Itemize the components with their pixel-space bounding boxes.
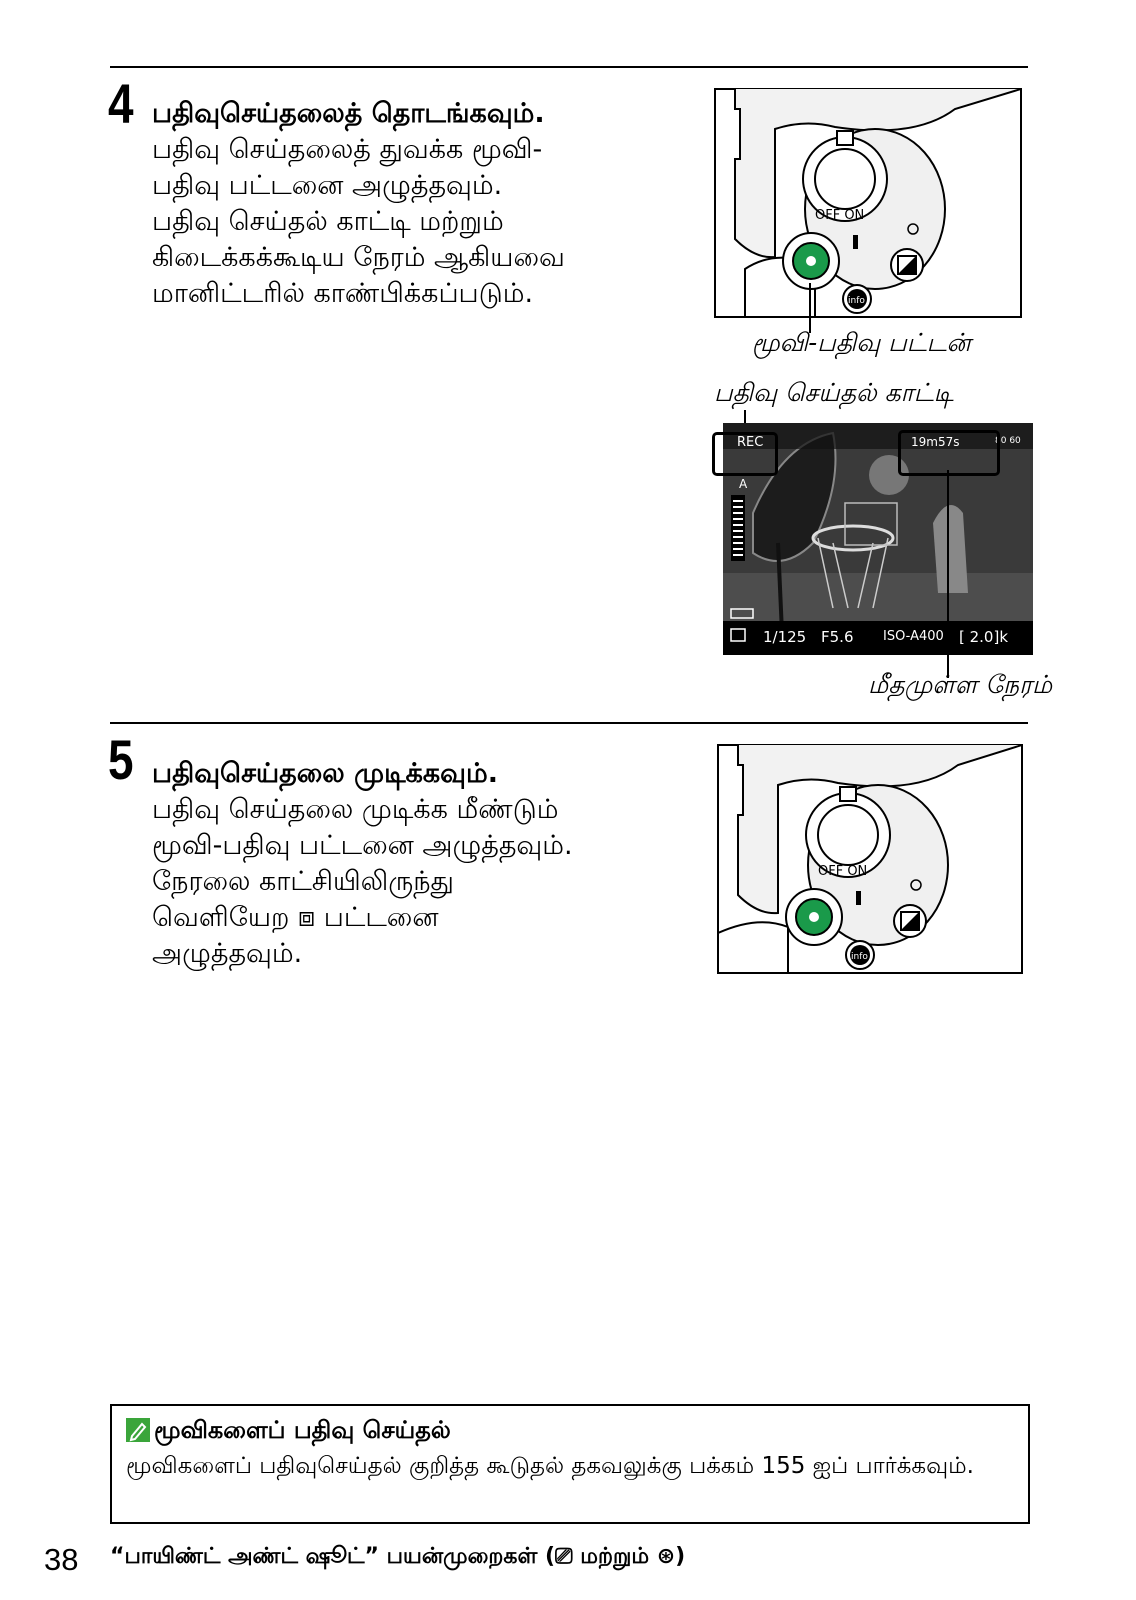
- step-4-line: பதிவு பட்டனை அழுத்தவும்.: [152, 170, 503, 201]
- pencil-icon: [126, 1418, 150, 1442]
- frame-size: 80 60: [995, 436, 1021, 446]
- camera-drawing: [715, 89, 1021, 317]
- dial-label: OFF ON: [815, 208, 865, 223]
- step-4-line: கிடைக்கக்கூடிய நேரம் ஆகியவை: [152, 242, 565, 273]
- info-icon: info: [851, 952, 868, 962]
- camera-drawing: [718, 745, 1022, 973]
- rec-indicator-highlight: [712, 432, 778, 476]
- aperture: F5.6: [821, 628, 854, 646]
- caption-remaining-time: மீதமுள்ள நேரம்: [868, 670, 1053, 699]
- leader-line: [947, 470, 949, 678]
- iso: ISO-A400: [883, 629, 944, 644]
- note-heading: [126, 1416, 451, 1447]
- top-rule: [110, 66, 1028, 68]
- step-5-line: நேரலை காட்சியிலிருந்து: [152, 866, 454, 897]
- step-5-line: வெளியேற ⧈ பட்டனை: [152, 902, 439, 933]
- info-icon: info: [848, 296, 865, 306]
- running-footer: “பாயிண்ட் அண்ட் ஷூட்” பயன்முறைகள் (⎚ மற்றும் ⊛): [110, 1544, 686, 1569]
- step-5-text: [152, 756, 672, 972]
- step-5-line: மூவி-பதிவு பட்டனை அழுத்தவும்.: [152, 830, 573, 861]
- audio-level-meter: [731, 495, 745, 561]
- page-number: 38: [44, 1542, 79, 1577]
- dial-label: OFF ON: [818, 864, 868, 879]
- note-title: மூவிகளைப் பதிவு செய்தல்: [154, 1416, 451, 1444]
- note-box: [110, 1404, 1030, 1524]
- audio-indicator: A: [739, 477, 748, 491]
- rec-indicator: REC: [737, 435, 764, 450]
- step-4-line: பதிவு செய்தல் காட்டி மற்றும்: [152, 206, 504, 237]
- step-5-title: பதிவுசெய்தலை முடிக்கவும்.: [152, 758, 498, 789]
- remaining-time-highlight: [898, 430, 1000, 476]
- step-5-line: பதிவு செய்தலை முடிக்க மீண்டும்: [152, 794, 559, 825]
- step-4-title: பதிவுசெய்தலைத் தொடங்கவும்.: [152, 98, 545, 129]
- caption-rec-indicator: பதிவு செய்தல் காட்டி: [714, 378, 954, 407]
- step-5-line: அழுத்தவும்.: [152, 938, 303, 969]
- step-4-line: மானிட்டரில் காண்பிக்கப்படும்.: [152, 278, 534, 309]
- exposure-readout: [ 2.0]k: [959, 628, 1009, 646]
- step-4-line: பதிவு செய்தலைத் துவக்க மூவி-: [152, 134, 543, 165]
- shutter-speed: 1/125: [763, 628, 807, 646]
- step-4-text: [152, 96, 672, 312]
- camera-illustration-step5: [717, 744, 1023, 974]
- note-body: மூவிகளைப் பதிவுசெய்தல் குறித்த கூடுதல் தகவலுக்கு பக்கம் 155 ஐப் பார்க்கவும்.: [126, 1453, 974, 1479]
- leader-line: [809, 283, 811, 333]
- middle-rule: [110, 722, 1028, 724]
- step-4-number: 4: [108, 72, 134, 135]
- camera-illustration-step4: [714, 88, 1022, 318]
- step-5-number: 5: [108, 728, 134, 791]
- caption-movie-button: மூவி-பதிவு பட்டன்: [752, 328, 971, 357]
- remaining-time: 19m57s: [911, 435, 960, 449]
